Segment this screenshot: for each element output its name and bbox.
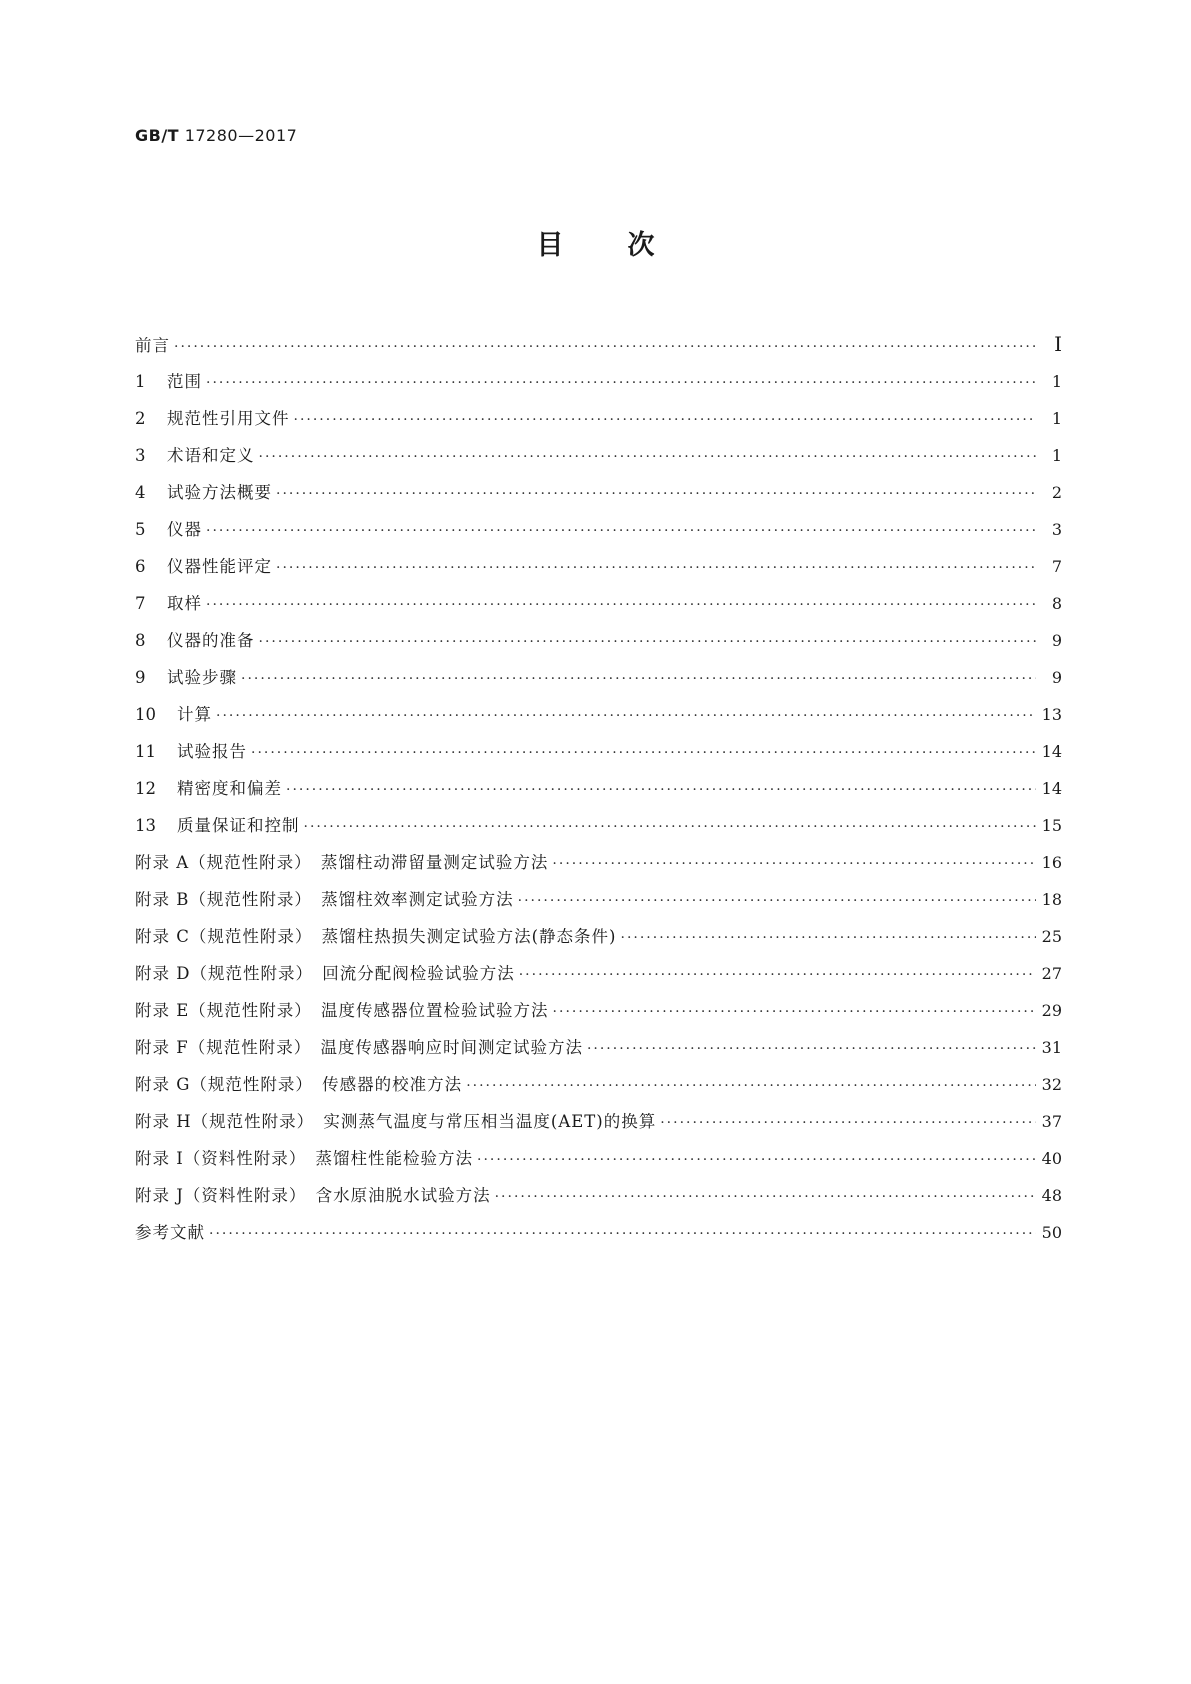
- toc-entry[interactable]: [135, 1177, 1062, 1214]
- toc-entry-label: 试验方法概要: [167, 483, 272, 502]
- toc-entry-label: 附录 D（规范性附录） 回流分配阀检验试验方法: [135, 964, 515, 983]
- toc-entry[interactable]: [135, 326, 1062, 363]
- toc-entry-page: 7: [1051, 557, 1062, 576]
- toc-dot-leader: [519, 957, 1036, 994]
- toc-entry[interactable]: [135, 1103, 1062, 1140]
- toc-dot-leader: [276, 550, 1036, 587]
- toc-entry-page: 29: [1041, 1001, 1062, 1020]
- toc-entry-number: 9: [135, 668, 146, 687]
- toc-entry-page: 1: [1051, 372, 1062, 391]
- toc-entry-number: 13: [135, 816, 156, 835]
- toc-entry-label: 范围: [167, 372, 202, 391]
- standard-prefix: GB/T: [135, 126, 180, 145]
- toc-entry-number: 7: [135, 594, 146, 613]
- toc-entry-label: 前言: [135, 336, 170, 355]
- toc-dot-leader: [587, 1031, 1036, 1068]
- toc-entry-page: 9: [1051, 631, 1062, 650]
- toc-entry[interactable]: [135, 1140, 1062, 1177]
- toc-entry-page: 16: [1041, 853, 1062, 872]
- toc-entry-label: 试验步骤: [167, 668, 237, 687]
- toc-entry-label: 附录 B（规范性附录） 蒸馏柱效率测定试验方法: [135, 890, 514, 909]
- toc-entry-page: 8: [1051, 594, 1062, 613]
- toc-entry-page: 37: [1041, 1112, 1062, 1131]
- toc-entry-label: 附录 F（规范性附录） 温度传感器响应时间测定试验方法: [135, 1038, 583, 1057]
- toc-entry-page: 14: [1041, 779, 1062, 798]
- toc-dot-leader: [553, 994, 1036, 1031]
- toc-dot-leader: [209, 1216, 1036, 1253]
- toc-entry-page: 14: [1041, 742, 1062, 761]
- standard-number: 17280—2017: [184, 126, 298, 145]
- toc-entry-label: 仪器性能评定: [167, 557, 272, 576]
- toc-entry-page: 40: [1041, 1149, 1062, 1168]
- toc-entry[interactable]: [135, 1214, 1062, 1251]
- toc-entry[interactable]: [135, 659, 1062, 696]
- toc-entry-label: 计算: [177, 705, 212, 724]
- toc-entry-number: 6: [135, 557, 146, 576]
- toc-entry-page: 31: [1041, 1038, 1062, 1057]
- toc-entry[interactable]: [135, 955, 1062, 992]
- toc-entry-page: 3: [1051, 520, 1062, 539]
- toc-entry[interactable]: [135, 363, 1062, 400]
- toc-entry-page: 1: [1051, 446, 1062, 465]
- toc-entry[interactable]: [135, 622, 1062, 659]
- toc-entry-number: 3: [135, 446, 146, 465]
- toc-entry-page: Ⅰ: [1054, 332, 1062, 356]
- toc-entry[interactable]: [135, 992, 1062, 1029]
- toc-entry-number: 12: [135, 779, 156, 798]
- toc-entry-page: 32: [1041, 1075, 1062, 1094]
- toc-dot-leader: [552, 846, 1036, 883]
- toc-dot-leader: [518, 883, 1036, 920]
- toc-entry-label: 仪器的准备: [167, 631, 255, 650]
- toc-dot-leader: [304, 809, 1037, 846]
- toc-entry-label: 精密度和偏差: [177, 779, 282, 798]
- toc-entry-label: 术语和定义: [167, 446, 255, 465]
- toc-entry-label: 取样: [167, 594, 202, 613]
- toc-entry[interactable]: [135, 807, 1062, 844]
- toc-dot-leader: [294, 402, 1037, 439]
- standard-code: [135, 126, 297, 145]
- toc-dot-leader: [621, 920, 1037, 957]
- toc-entry-page: 25: [1041, 927, 1062, 946]
- toc-entry[interactable]: [135, 585, 1062, 622]
- toc-entry-number: 11: [135, 742, 156, 761]
- toc-dot-leader: [206, 513, 1036, 550]
- toc-entry-page: 50: [1041, 1223, 1062, 1242]
- toc-dot-leader: [206, 365, 1036, 402]
- toc-entry-label: 试验报告: [177, 742, 247, 761]
- toc-entry-page: 15: [1041, 816, 1062, 835]
- toc-entry-label: 附录 I（资料性附录） 蒸馏柱性能检验方法: [135, 1149, 474, 1168]
- toc-entry-number: 4: [135, 483, 146, 502]
- toc-entry[interactable]: [135, 511, 1062, 548]
- toc-dot-leader: [286, 772, 1036, 809]
- toc-entry-page: 18: [1041, 890, 1062, 909]
- toc-dot-leader: [251, 735, 1036, 772]
- toc-entry[interactable]: [135, 548, 1062, 585]
- toc-entry-page: 27: [1041, 964, 1062, 983]
- toc-entry[interactable]: [135, 1066, 1062, 1103]
- toc-entry-page: 9: [1051, 668, 1062, 687]
- toc-dot-leader: [477, 1142, 1036, 1179]
- toc-entry-page: 1: [1051, 409, 1062, 428]
- toc-entry-label: 附录 E（规范性附录） 温度传感器位置检验试验方法: [135, 1001, 549, 1020]
- toc-entry-label: 规范性引用文件: [167, 409, 290, 428]
- toc-entry[interactable]: [135, 733, 1062, 770]
- toc-entry-page: 48: [1041, 1186, 1062, 1205]
- page-title: 目次: [536, 230, 719, 261]
- toc-entry[interactable]: [135, 696, 1062, 733]
- toc-dot-leader: [241, 661, 1036, 698]
- toc-entry-label: 附录 A（规范性附录） 蒸馏柱动滞留量测定试验方法: [135, 853, 549, 872]
- toc-entry-label: 参考文献: [135, 1223, 205, 1242]
- toc-dot-leader: [495, 1179, 1036, 1216]
- toc-dot-leader: [259, 439, 1037, 476]
- toc-entry-label: 仪器: [167, 520, 202, 539]
- toc-dot-leader: [466, 1068, 1036, 1105]
- toc-entry-number: 10: [135, 705, 156, 724]
- toc-dot-leader: [259, 624, 1037, 661]
- toc-entry[interactable]: [135, 474, 1062, 511]
- toc-entry[interactable]: [135, 770, 1062, 807]
- toc-entry[interactable]: [135, 881, 1062, 918]
- toc-entry-label: 质量保证和控制: [177, 816, 300, 835]
- toc-dot-leader: [174, 329, 1036, 366]
- toc-entry-page: 2: [1051, 483, 1062, 502]
- toc-dot-leader: [206, 587, 1036, 624]
- toc-dot-leader: [276, 476, 1036, 513]
- toc-dot-leader: [660, 1105, 1036, 1142]
- toc-entry-number: 2: [135, 409, 146, 428]
- toc-entry[interactable]: [135, 437, 1062, 474]
- toc-entry-label: 附录 H（规范性附录） 实测蒸气温度与常压相当温度(AET)的换算: [135, 1112, 657, 1131]
- toc-entry-page: 13: [1041, 705, 1062, 724]
- toc-entry[interactable]: [135, 918, 1062, 955]
- toc-dot-leader: [216, 698, 1036, 735]
- toc-entry[interactable]: [135, 1029, 1062, 1066]
- toc-entry-label: 附录 J（资料性附录） 含水原油脱水试验方法: [135, 1186, 491, 1205]
- toc-entry-number: 5: [135, 520, 146, 539]
- toc-entry-label: 附录 G（规范性附录） 传感器的校准方法: [135, 1075, 463, 1094]
- toc-entry-label: 附录 C（规范性附录） 蒸馏柱热损失测定试验方法(静态条件): [135, 927, 617, 946]
- table-of-contents: [135, 326, 1062, 1251]
- toc-entry-number: 8: [135, 631, 146, 650]
- toc-entry-number: 1: [135, 372, 146, 391]
- toc-entry[interactable]: [135, 844, 1062, 881]
- toc-entry[interactable]: [135, 400, 1062, 437]
